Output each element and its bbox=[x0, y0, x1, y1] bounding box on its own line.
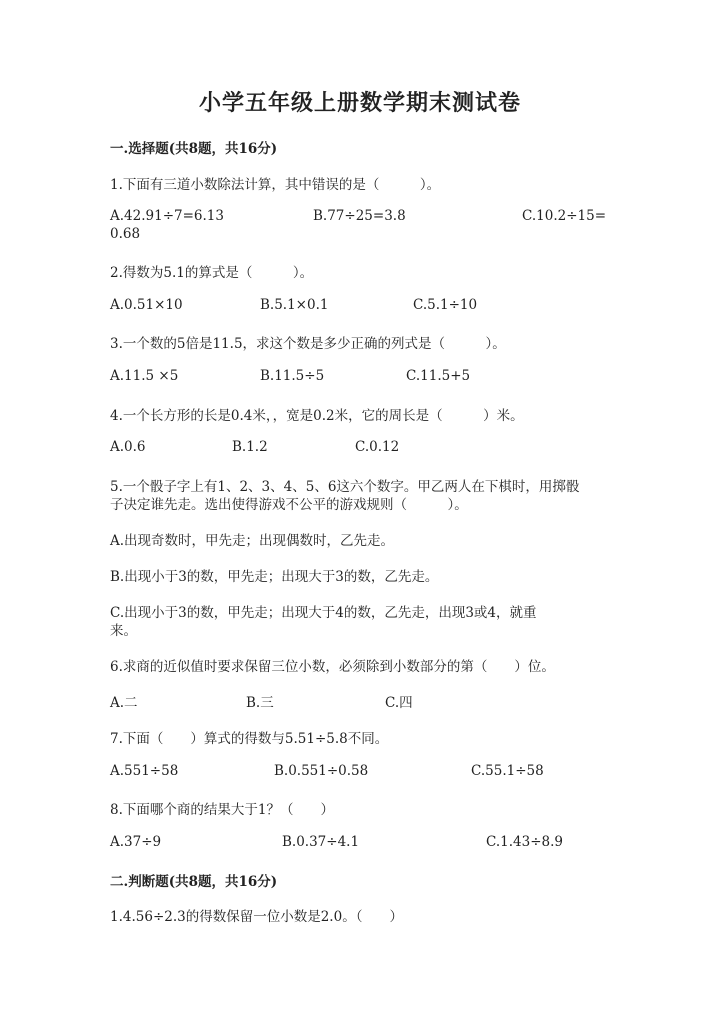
q7-option-b: B.0.551÷0.58 bbox=[274, 763, 369, 779]
q2-option-c: C.5.1÷10 bbox=[413, 297, 478, 313]
q7-option-c: C.55.1÷58 bbox=[471, 763, 544, 779]
q8-option-b: B.0.37÷4.1 bbox=[282, 834, 360, 850]
question-4: 4.一个长方形的长是0.4米，，宽是0.2米，它的周长是（ ）米。 bbox=[110, 408, 524, 424]
q1-option-a: A.42.91÷7=6.13 bbox=[110, 208, 224, 224]
question-6: 6.求商的近似值时要求保留三位小数，必须除到小数部分的第（ ）位。 bbox=[110, 659, 555, 675]
question-7: 7.下面（ ）算式的得数与5.51÷5.8不同。 bbox=[110, 731, 389, 747]
q2-option-b: B.5.1×0.1 bbox=[260, 297, 329, 313]
page-title: 小学五年级上册数学期末测试卷 bbox=[198, 90, 521, 116]
q4-option-c: C.0.12 bbox=[355, 439, 400, 455]
question-3: 3.一个数的5倍是11.5，求这个数是多少正确的列式是（ ）。 bbox=[110, 336, 506, 352]
question-1: 1.下面有三道小数除法计算，其中错误的是（ ）。 bbox=[110, 177, 441, 193]
q5-option-c-continued: 来。 bbox=[110, 623, 137, 639]
q4-option-a: A.0.6 bbox=[110, 439, 146, 455]
q3-option-c: C.11.5+5 bbox=[406, 368, 471, 384]
section-heading-judgment: 二.判断题(共8题，共16分) bbox=[110, 874, 278, 890]
question-2: 2.得数为5.1的算式是（ ）。 bbox=[110, 265, 314, 281]
q5-option-b: B.出现小于3的数，甲先走；出现大于3的数，乙先走。 bbox=[110, 569, 439, 585]
q6-option-c: C.四 bbox=[385, 695, 413, 711]
q4-option-b: B.1.2 bbox=[232, 439, 268, 455]
q3-option-a: A.11.5 ×5 bbox=[110, 368, 179, 384]
q7-option-a: A.551÷58 bbox=[110, 763, 179, 779]
q5-option-a: A.出现奇数时，甲先走；出现偶数时，乙先走。 bbox=[110, 533, 395, 549]
question-5-line-2: 子决定谁先走。选出使得游戏不公平的游戏规则（ ）。 bbox=[110, 497, 468, 513]
q1-option-c: C.10.2÷15= bbox=[522, 208, 606, 224]
q1-option-c-continued: 0.68 bbox=[110, 226, 141, 242]
q2-option-a: A.0.51×10 bbox=[110, 297, 183, 313]
q8-option-c: C.1.43÷8.9 bbox=[486, 834, 563, 850]
q6-option-b: B.三 bbox=[246, 695, 274, 711]
q5-option-c: C.出现小于3的数，甲先走；出现大于4的数，乙先走，出现3或4，就重 bbox=[110, 605, 537, 621]
section-heading-choice: 一.选择题(共8题，共16分) bbox=[110, 141, 278, 157]
q8-option-a: A.37÷9 bbox=[110, 834, 162, 850]
q6-option-a: A.二 bbox=[110, 695, 138, 711]
q1-option-b: B.77÷25=3.8 bbox=[313, 208, 406, 224]
question-8: 8.下面哪个商的结果大于1？（ ） bbox=[110, 802, 334, 818]
judgment-question-1: 1.4.56÷2.3的得数保留一位小数是2.0。（ ） bbox=[110, 909, 403, 925]
q3-option-b: B.11.5÷5 bbox=[260, 368, 325, 384]
question-5-line-1: 5.一个骰子字上有1、2、3、4、5、6这六个数字。甲乙两人在下棋时，用掷骰 bbox=[110, 479, 580, 495]
